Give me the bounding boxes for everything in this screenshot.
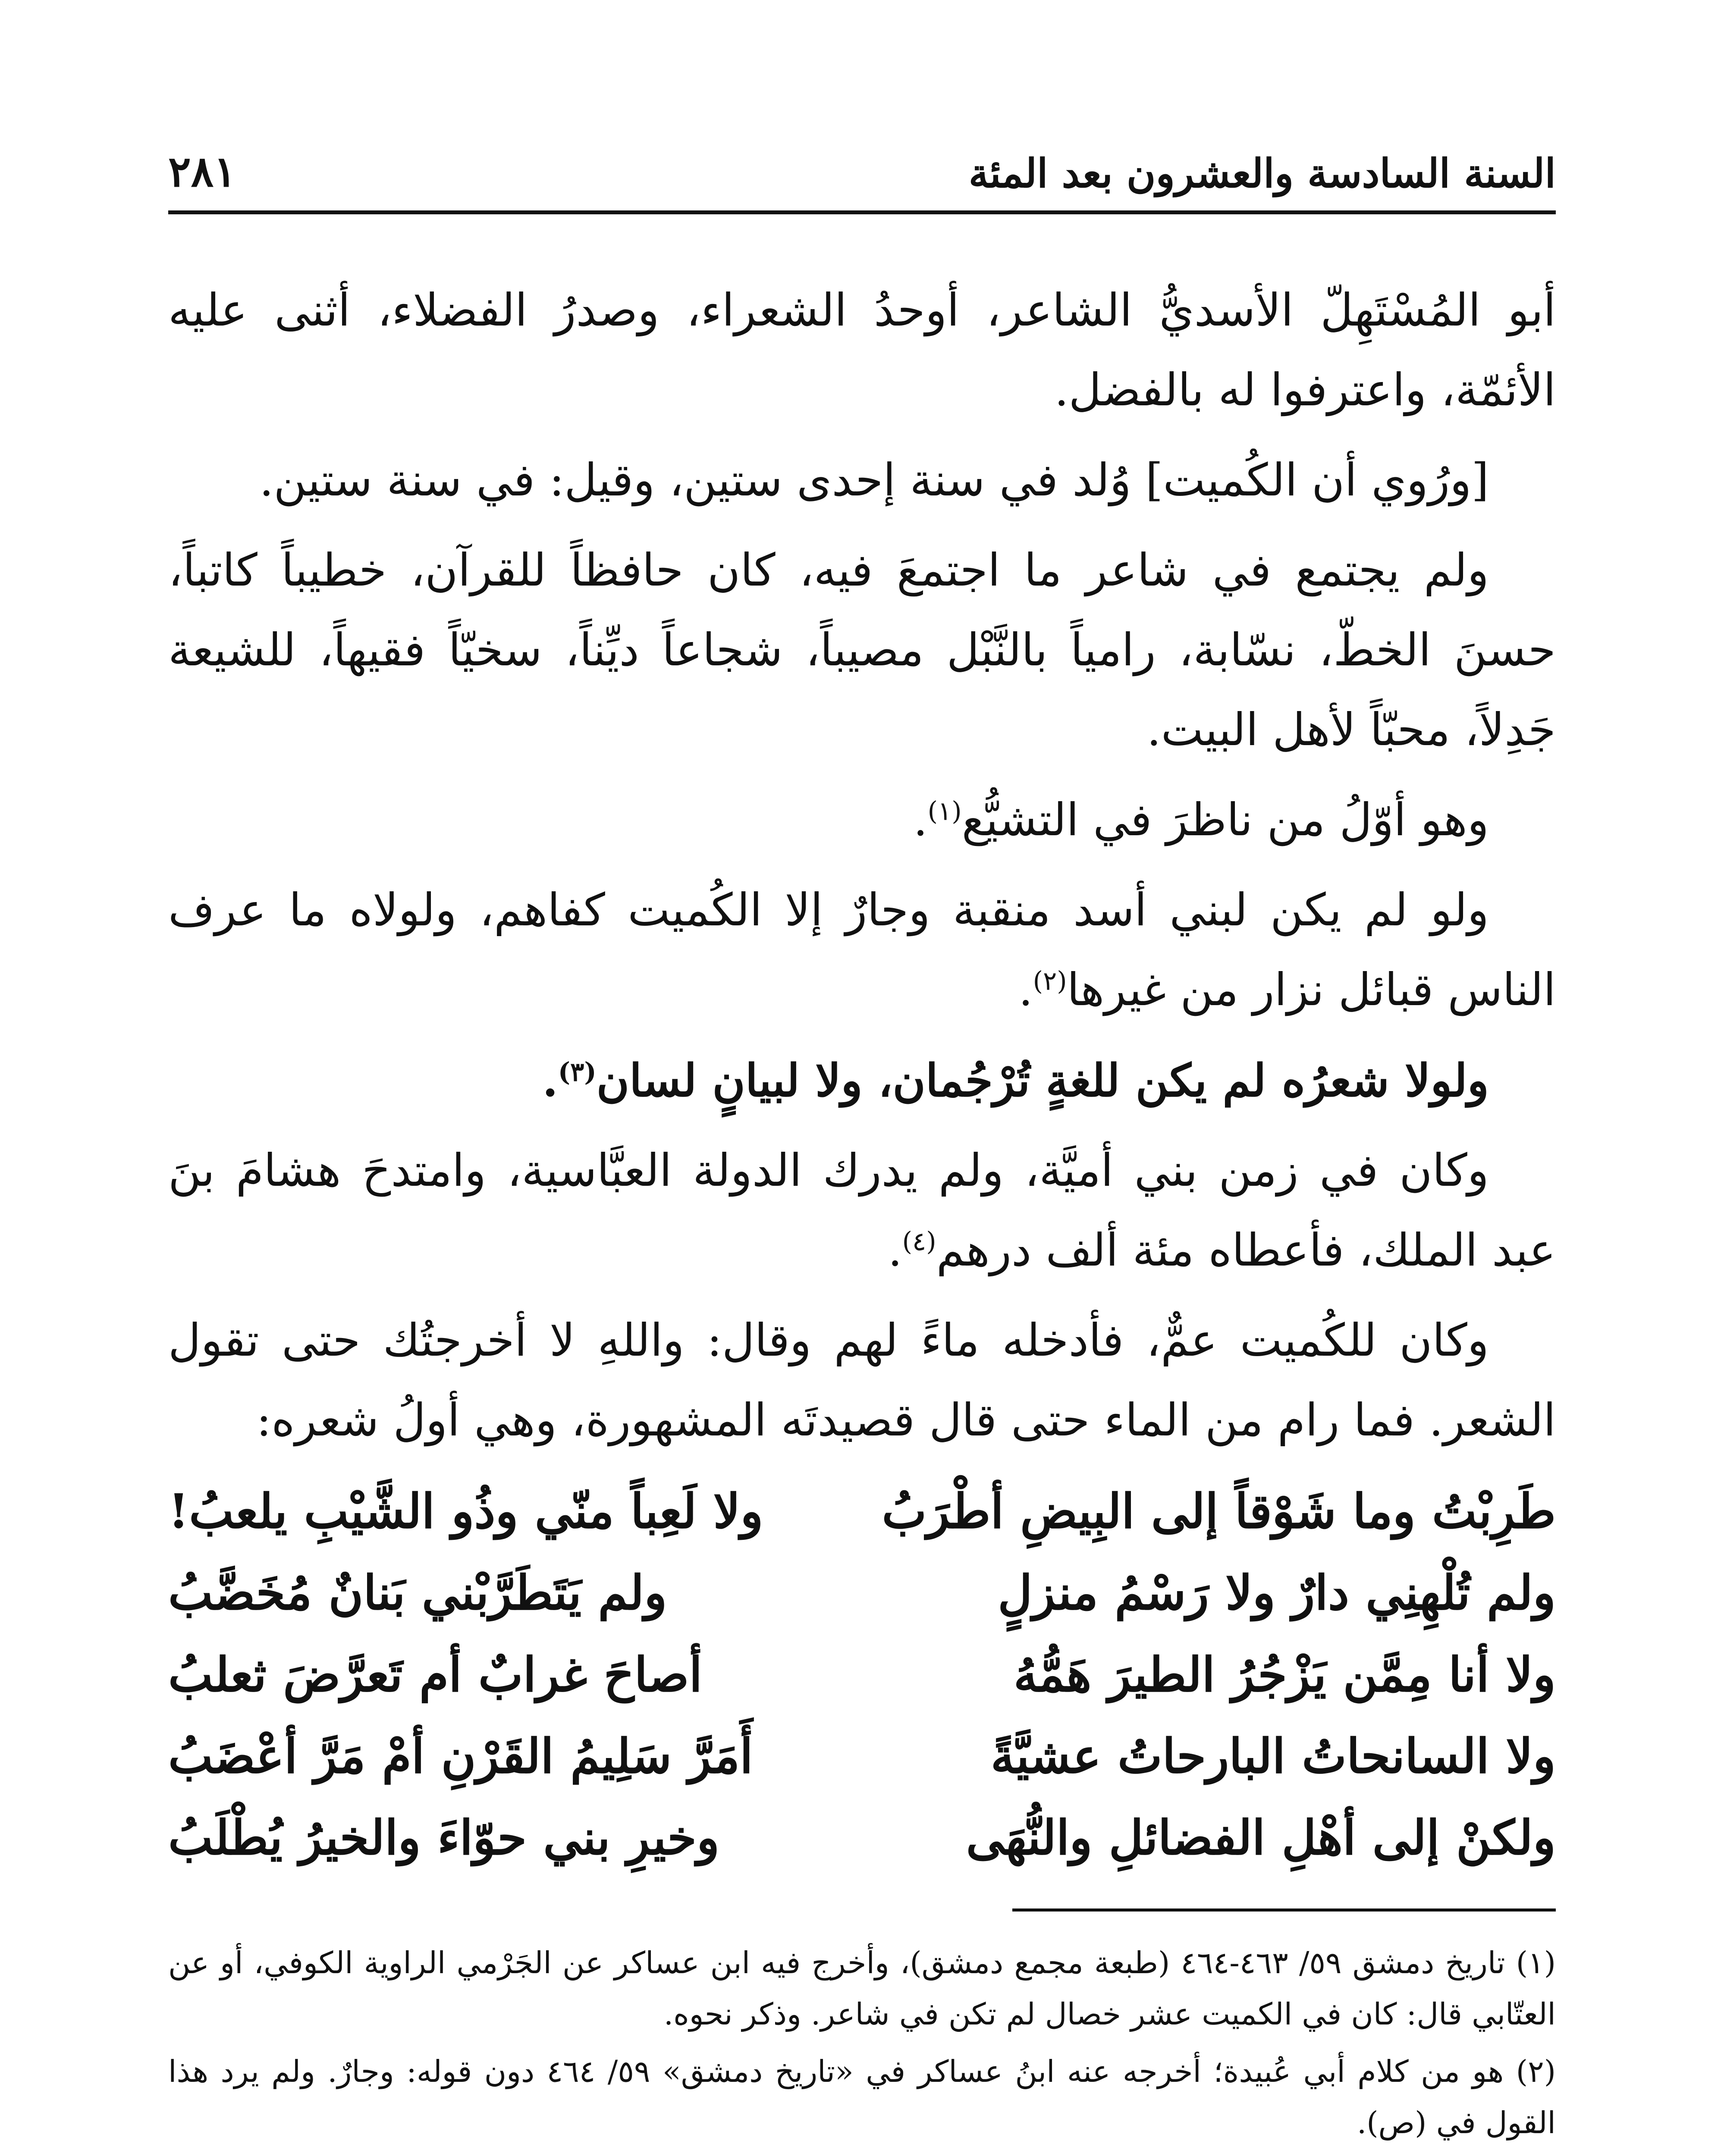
- poem-verse: [168, 1470, 1556, 1552]
- paragraph: [168, 870, 1556, 1030]
- paragraph: [168, 1131, 1556, 1290]
- paragraph-text: وهو أوّلُ من ناظرَ في التشيُّع: [961, 793, 1489, 846]
- footnote-reference[interactable]: (٢): [1033, 966, 1067, 997]
- footnote-reference[interactable]: (٤): [902, 1226, 936, 1257]
- paragraph-end: .: [1018, 963, 1033, 1016]
- verse-second-hemistich: ولا لَعِباً منّي وذُو الشَّيْبِ يلعبُ!: [168, 1483, 763, 1539]
- footnote-divider: [1012, 1908, 1556, 1912]
- verse-first-hemistich: طَرِبْتُ وما شَوْقاً إلى البِيضِ أطْرَبُ: [882, 1483, 1556, 1539]
- poem: [168, 1470, 1556, 1878]
- paragraph: أبو المُسْتَهِلّ الأسديُّ الشاعر، أوحدُ الشعراء، وصدرُ الفضلاء، أثنى عليه الأئمّة، واعترفوا له بالفضل.: [168, 283, 1556, 416]
- footnote-reference[interactable]: (٣): [558, 1056, 597, 1087]
- page-header: [168, 147, 1556, 214]
- footnote: (١) تاريخ دمشق ٥٩/ ٤٦٣-٤٦٤ (طبعة مجمع دمشق)، وأخرج فيه ابن عساكر عن الجَرْمي الراوية الكوفي، أو عن العتّابي قال: كان في الكميت عشر خصال لم تكن في شاعر. وذكر نحوه.: [168, 1945, 1556, 2032]
- poem-verse: [168, 1552, 1556, 1633]
- footnotes: [168, 1937, 1556, 2156]
- poem-verse: [168, 1634, 1556, 1715]
- verse-first-hemistich: ولا السانحاتُ البارحاتُ عشيَّةً: [990, 1728, 1556, 1784]
- poem-verse: [168, 1797, 1556, 1878]
- verse-second-hemistich: أصاحَ غرابٌ أم تَعرَّضَ ثعلبُ: [168, 1646, 703, 1702]
- paragraph-text: ولولا شعرُه لم يكن للغةٍ تُرْجُمان، ولا لبيانٍ لسان: [596, 1053, 1489, 1107]
- footnote: (٢) هو من كلام أبي عُبيدة؛ أخرجه عنه ابنُ عساكر في «تاريخ دمشق» ٥٩/ ٤٦٤ دون قوله: وجارٌ. ولم يرد هذا القول في (ص).: [168, 2054, 1556, 2141]
- paragraph: [168, 780, 1556, 860]
- paragraph: [ورُوي أن الكُميت] وُلد في سنة إحدى ستين، وقيل: في سنة ستين.: [259, 453, 1489, 506]
- poem-verse: [168, 1715, 1556, 1797]
- paragraph-end: .: [913, 793, 928, 846]
- paragraph: ولم يجتمع في شاعر ما اجتمعَ فيه، كان حافظاً للقرآن، خطيباً كاتباً، حسنَ الخطّ، نسّابة، رامياً بالنَّبْل مصيباً، شجاعاً ديِّناً، سخيّاً فقيهاً، للشيعة جَدِلاً، محبّاً لأهل البيت.: [168, 543, 1556, 756]
- verse-second-hemistich: وخيرِ بني حوّاءَ والخيرُ يُطْلَبُ: [168, 1809, 720, 1865]
- paragraph: وكان للكُميت عمٌّ، فأدخله ماءً لهم وقال: واللهِ لا أخرجتُك حتى تقول الشعر. فما رام من الماء حتى قال قصيدتَه المشهورة، وهي أولُ شعره:: [168, 1313, 1556, 1447]
- verse-second-hemistich: ولم يَتَطَرَّبْني بَنانٌ مُخَضَّبُ: [168, 1565, 667, 1621]
- paragraph-end: .: [542, 1053, 558, 1107]
- paragraph: [168, 1040, 1556, 1120]
- verse-first-hemistich: ولكنْ إلى أهْلِ الفضائلِ والنُّهَى: [966, 1809, 1556, 1865]
- footnote-reference[interactable]: (١): [927, 796, 962, 827]
- paragraph-text: ولو لم يكن لبني أسد منقبة وجارٌ إلا الكُميت كفاهم، ولولاه ما عرف الناس قبائل نزار من غيرها: [168, 884, 1556, 1016]
- paragraph-end: .: [888, 1223, 902, 1276]
- running-title: السنة السادسة والعشرون بعد المئة: [968, 150, 1556, 197]
- paragraph-text: وكان في زمن بني أميَّة، ولم يدرك الدولة العبَّاسية، وامتدحَ هشامَ بنَ عبد الملك، فأعطاه مئة ألف درهم: [168, 1144, 1556, 1276]
- verse-first-hemistich: ولا أنا مِمَّن يَزْجُرُ الطيرَ هَمُّهُ: [1013, 1646, 1556, 1702]
- verse-first-hemistich: ولم تُلْهِنِي دارٌ ولا رَسْمُ منزلٍ: [998, 1565, 1556, 1621]
- page-number: ٢٨١: [168, 147, 236, 197]
- verse-second-hemistich: أَمَرَّ سَلِيمُ القَرْنِ أمْ مَرَّ أعْضَبُ: [168, 1728, 753, 1784]
- main-text: [168, 270, 1556, 1460]
